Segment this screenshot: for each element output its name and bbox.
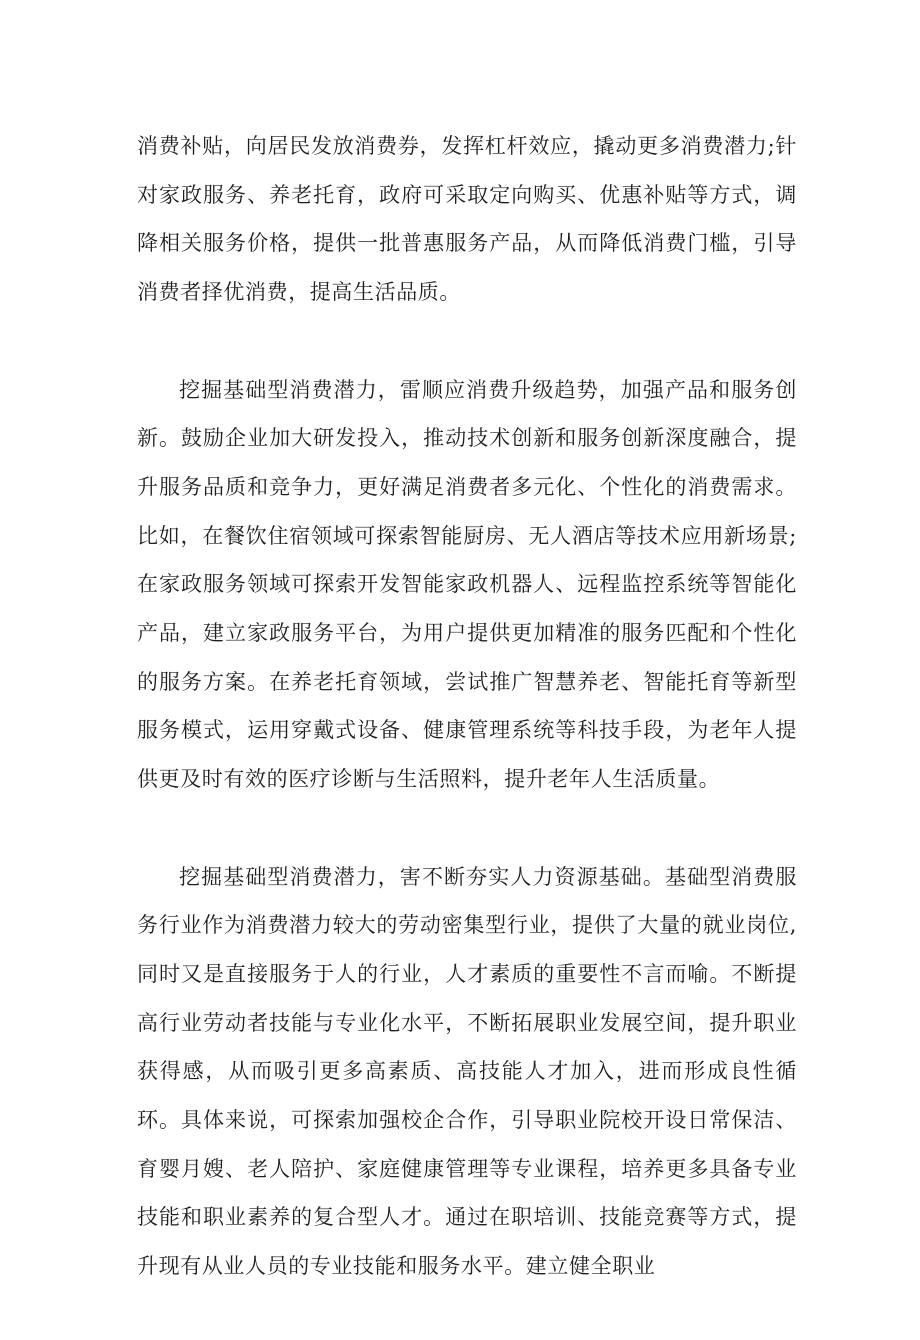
paragraph-3: 挖掘基础型消费潜力，害不断夯实人力资源基础。基础型消费服务行业作为消费潜力较大的劳动密集型行业，提供了大量的就业岗位,同时又是直接服务于人的行业，人才素质的重要性不言而喻。不断提高行业劳动者技能与专业化水平，不断拓展职业发展空间，提升职业获得感，从而吸引更多高素质、高技能人才加入，进而形成良性循环。具体来说，可探索加强校企合作，引导职业院校开设日常保洁、育婴月嫂、老人陪护、家庭健康管理等专业课程，培养更多具备专业技能和职业素养的复合型人才。通过在职培训、技能竞赛等方式，提升现有从业人员的专业技能和服务水平。建立健全职业	[137, 864, 797, 1279]
document-body	[137, 122, 797, 1340]
paragraph-1: 消费补贴，向居民发放消费券，发挥杠杆效应，撬动更多消费潜力;针对家政服务、养老托育，政府可采取定向购买、优惠补贴等方式，调降相关服务价格，提供一批普惠服务产品，从而降低消费门槛，引导消费者择优消费，提高生活品质。	[137, 134, 797, 305]
paragraph-2: 挖掘基础型消费潜力，雷顺应消费升级趋势，加强产品和服务创新。鼓励企业加大研发投入，推动技术创新和服务创新深度融合，提升服务品质和竞争力，更好满足消费者多元化、个性化的消费需求。比如，在餐饮住宿领域可探索智能厨房、无人酒店等技术应用新场景;在家政服务领域可探索开发智能家政机器人、远程监控系统等智能化产品，建立家政服务平台，为用户提供更加精准的服务匹配和个性化的服务方案。在养老托育领域，尝试推广智慧养老、智能托育等新型服务模式，运用穿戴式设备、健康管理系统等科技手段，为老年人提供更及时有效的医疗诊断与生活照料，提升老年人生活质量。	[137, 377, 797, 792]
